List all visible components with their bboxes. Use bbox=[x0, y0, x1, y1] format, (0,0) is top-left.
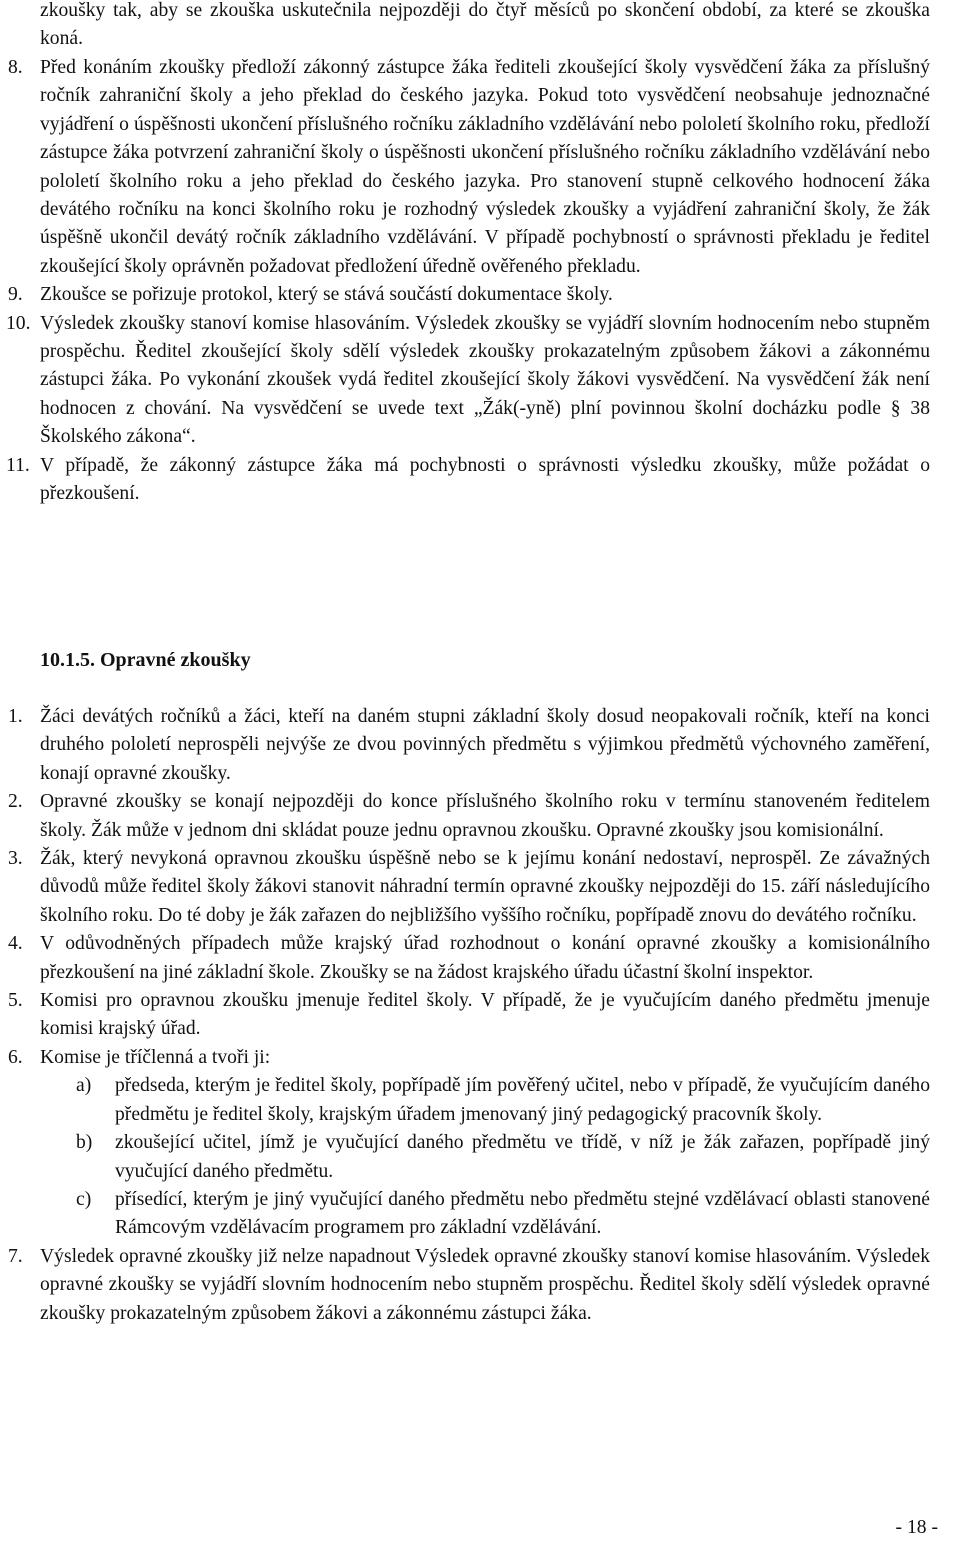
item-text: Výsledek zkoušky stanoví komise hlasováním. Výsledek zkoušky se vyjádří slovním hodnocením nebo stupněm prospěchu. Ředitel zkoušející školy sdělí výsledek zkoušky prokazatelným způsobem žákovi a zákonnému zástupci žáka. Po vykonání zkoušek vydá ředitel zkoušející školy žákovi vysvědčení. Na vysvědčení žák není hodnocen z chování. Na vysvědčení se uvede text „Žák(-yně) plní povinnou školní docházku podle § 38 Školského zákona“. bbox=[40, 312, 930, 448]
item-text: V odůvodněných případech může krajský úřad rozhodnout o konání opravné zkoušky a komisionálního přezkoušení na jiné základní škole. Zkoušky se na žádost krajského úřadu účastní školní inspektor. bbox=[40, 933, 930, 983]
item-number: 7. bbox=[8, 1245, 23, 1267]
item-text: Komise je tříčlenná a tvoři ji: bbox=[40, 1046, 271, 1068]
sub-item-letter: b) bbox=[76, 1132, 93, 1154]
intro-paragraph: zkoušky tak, aby se zkouška uskutečnila nejpozději do čtyř měsíců po skončení období, za které se zkouška koná. bbox=[40, 0, 930, 50]
item-text: Před konáním zkoušky předloží zákonný zástupce žáka řediteli zkoušející školy vysvědčení žáka za příslušný ročník zahraniční školy a jeho překlad do českého jazyka. Pokud toto vysvědčení neobsahuje jednoznačné vyjádření o úspěšnosti ukončení příslušného ročníku základního vzdělávání nebo pololetí školního roku, předloží zástupce žáka potvrzení zahraniční školy o úspěšnosti ukončení příslušného ročníku základního vzdělávání nebo pololetí školního roku a jeho překlad do českého jazyka. Pro stanovení stupně celkového hodnocení žáka devátého ročníku na konci školního roku je rozhodný výsledek zkoušky a vyjádření zahraniční školy, že žák úspěšně ukončil devátý ročník základního vzdělávání. V případě pochybností o správnosti překladu je ředitel zkoušející školy oprávněn požadovat předložení úředně ověřeného překladu. bbox=[40, 57, 930, 277]
sub-list-item bbox=[0, 1072, 930, 1129]
item-number: 10. bbox=[6, 312, 31, 334]
sub-list-item bbox=[0, 1129, 930, 1186]
sub-item-text: přísedící, kterým je jiný vyučující daného předmětu nebo předmětu stejné vzdělávací oblasti stanovené Rámcovým vzdělávacím programem pro základní vzdělávání. bbox=[115, 1188, 930, 1239]
item-number: 8. bbox=[8, 57, 23, 78]
list-item bbox=[0, 930, 930, 987]
sub-list-item bbox=[0, 1186, 930, 1243]
list-item bbox=[0, 703, 930, 788]
list-item bbox=[0, 788, 930, 845]
item-number: 9. bbox=[8, 284, 23, 306]
item-text: Opravné zkoušky se konají nejpozději do konce příslušného školního roku v termínu stanoveném ředitelem školy. Žák může v jednom dni skládat pouze jednu opravnou zkoušku. Opravné zkoušky jsou komisionální. bbox=[40, 791, 930, 841]
item-number: 11. bbox=[6, 454, 30, 476]
item-text: Výsledek opravné zkoušky již nelze napadnout Výsledek opravné zkoušky stanoví komise hlasováním. Výsledek opravné zkoušky se vyjádří slovním hodnocením nebo stupněm prospěchu. Ředitel školy sdělí výsledek opravné zkoušky prokazatelným způsobem žákovi a zákonnému zástupci žáka. bbox=[40, 1245, 930, 1324]
item-number: 3. bbox=[8, 848, 23, 870]
list-item bbox=[0, 1243, 930, 1328]
item-number: 6. bbox=[8, 1046, 23, 1068]
repair-exams-list bbox=[0, 703, 960, 1328]
section-heading: 10.1.5. Opravné zkoušky bbox=[40, 649, 251, 671]
item-number: 2. bbox=[8, 791, 23, 813]
item-number: 4. bbox=[8, 933, 23, 955]
item-number: 5. bbox=[8, 990, 23, 1012]
item-text: Zkoušce se pořizuje protokol, který se stává součástí dokumentace školy. bbox=[40, 284, 613, 306]
item-text: Komisi pro opravnou zkoušku jmenuje ředitel školy. V případě, že je vyučujícím daného předmětu jmenuje komisi krajský úřad. bbox=[40, 990, 930, 1040]
list-item bbox=[0, 1044, 930, 1072]
item-text: Žák, který nevykoná opravnou zkoušku úspěšně nebo se k jejímu konání nedostaví, neprospěl. Ze závažných důvodů může ředitel školy žákovi stanovit náhradní termín opravné zkoušky nejpozději do 15. září následujícího školního roku. Do té doby je žák zařazen do nejbližšího vyššího ročníku, popřípadě znovu do devátého ročníku. bbox=[40, 848, 930, 926]
sub-item-text: předseda, kterým je ředitel školy, popřípadě jím pověřený učitel, nebo v případě, že vyučujícím daného předmětu je ředitel školy, krajským úřadem jmenovaný jiný pedagogický pracovník školy. bbox=[115, 1075, 930, 1125]
list-item bbox=[0, 452, 930, 509]
list-item bbox=[0, 54, 930, 281]
list-item bbox=[0, 310, 930, 452]
sub-item-text: zkoušející učitel, jímž je vyučující daného předmětu ve třídě, v níž je žák zařazen, popřípadě jiný vyučující daného předmětu. bbox=[115, 1132, 930, 1182]
sub-item-letter: c) bbox=[76, 1188, 92, 1210]
sub-item-letter: a) bbox=[76, 1075, 92, 1097]
list-item bbox=[0, 845, 930, 930]
item-number: 1. bbox=[8, 706, 23, 727]
item-text: V případě, že zákonný zástupce žáka má pochybnosti o správnosti výsledku zkoušky, může požádat o přezkoušení. bbox=[40, 454, 930, 505]
page-number: - 18 - bbox=[895, 1517, 938, 1538]
item-text: Žáci devátých ročníků a žáci, kteří na daném stupni základní školy dosud neopakovali ročník, kteří na konci druhého pololetí neprospěli nejvýše ze dvou povinných předmětu s výjimkou předmětů výchovného zaměření, konají opravné zkoušky. bbox=[40, 706, 930, 784]
list-item bbox=[0, 281, 930, 309]
exam-rules-list bbox=[0, 54, 960, 509]
list-item bbox=[0, 987, 930, 1044]
